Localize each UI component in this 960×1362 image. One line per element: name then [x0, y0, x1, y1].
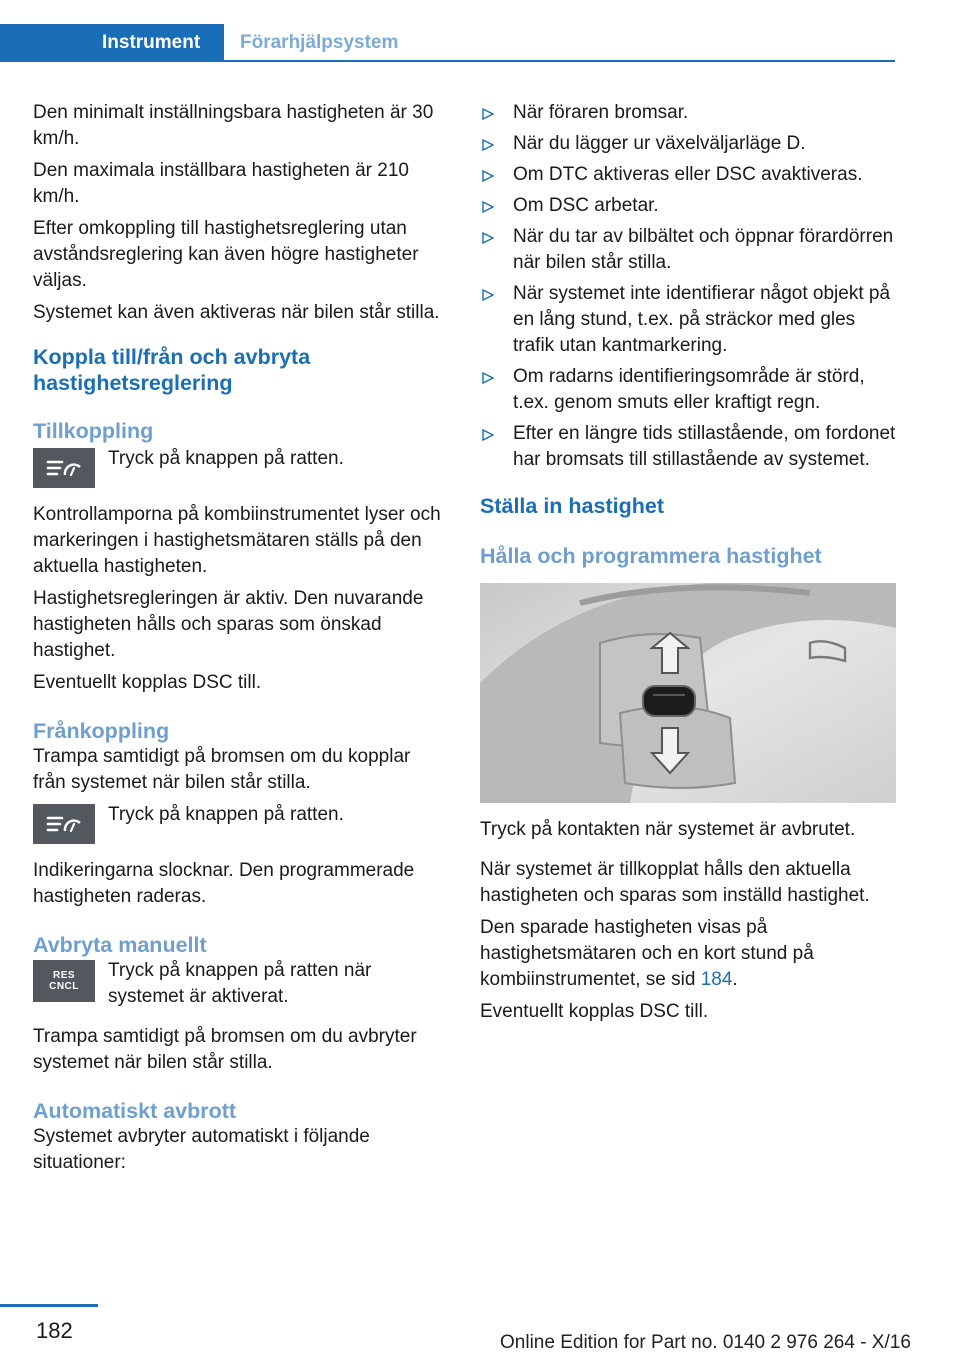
switch-off-instruction: Tryck på knappen på ratten.	[108, 804, 344, 825]
triangle-bullet-icon	[482, 232, 494, 244]
heading-set-speed: Ställa in hastighet	[480, 494, 664, 518]
list-item-text: När föraren bromsar.	[513, 102, 689, 123]
triangle-bullet-icon	[482, 429, 494, 441]
steering-wheel-rocker-photo	[480, 583, 896, 803]
list-item-text: När du lägger ur växelväljarläge D.	[513, 133, 806, 154]
paragraph-lamps-light: Kontrollamporna på kombiinstrumentet lyser och markeringen i hastighetsmätaren ställs på den aktuella hastigheten.	[33, 504, 441, 577]
list-item-text: Om DSC arbetar.	[513, 195, 659, 216]
header-tabbar	[0, 24, 895, 62]
cancel-instruction-row	[33, 958, 448, 1010]
triangle-bullet-icon	[482, 108, 494, 120]
list-item	[480, 224, 898, 276]
triangle-bullet-icon	[482, 170, 494, 182]
switch-on-instruction-row	[33, 446, 448, 488]
cruise-control-button-icon	[33, 804, 95, 844]
paragraph-auto-situations: Systemet avbryter automatiskt i följande situationer:	[33, 1126, 370, 1173]
heading-hold-program-speed: Hålla och programmera hastighet	[480, 544, 822, 568]
tab-instrument[interactable]: Instrument	[0, 24, 224, 62]
paragraph-dsc-on-right: Eventuellt kopplas DSC till.	[480, 1001, 709, 1022]
res-cncl-label: RES CNCL	[49, 970, 79, 992]
paragraph-higher-speeds: Efter omkoppling till hastighetsreglering utan avståndsreglering kan även högre hastigheter väljas.	[33, 218, 419, 291]
paragraph-brake-off: Trampa samtidigt på bromsen om du kopplar från systemet när bilen står stilla.	[33, 746, 411, 793]
heading-switch-on: Tillkoppling	[33, 419, 154, 443]
heading-switch-off: Frånkoppling	[33, 719, 170, 743]
res-cncl-button-icon	[33, 960, 95, 1002]
speed-shown-text: Den sparade hastigheten visas på hastighetsmätaren och en kort stund på kombiinstrumentet, se sid	[480, 917, 814, 990]
list-item	[480, 421, 898, 473]
list-item	[480, 193, 898, 219]
paragraph-brake-cancel: Trampa samtidigt på bromsen om du avbryter systemet när bilen står stilla.	[33, 1026, 417, 1073]
tab-forarhjalpsystem[interactable]: Förarhjälpsystem	[240, 32, 399, 53]
paragraph-standstill: Systemet kan även aktiveras när bilen står stilla.	[33, 302, 440, 323]
heading-toggle-cruise: Koppla till/från och avbryta hastighetsreglering	[33, 345, 311, 395]
list-item	[480, 281, 898, 359]
list-item	[480, 131, 898, 157]
heading-auto-cancel: Automatiskt avbrott	[33, 1099, 237, 1123]
list-item	[480, 100, 898, 126]
list-item	[480, 364, 898, 416]
paragraph-min-speed: Den minimalt inställningsbara hastigheten är 30 km/h.	[33, 102, 434, 149]
auto-cancel-list	[480, 100, 898, 473]
triangle-bullet-icon	[482, 201, 494, 213]
heading-cancel-manual: Avbryta manuellt	[33, 933, 207, 957]
paragraph-max-speed: Den maximala inställbara hastigheten är 210 km/h.	[33, 160, 409, 207]
right-column	[480, 100, 898, 1031]
triangle-bullet-icon	[482, 139, 494, 151]
triangle-bullet-icon	[482, 372, 494, 384]
list-item-text: Om DTC aktiveras eller DSC avaktiveras.	[513, 164, 863, 185]
switch-on-instruction: Tryck på knappen på ratten.	[108, 448, 344, 469]
left-column	[33, 100, 448, 1182]
paragraph-dsc-on: Eventuellt kopplas DSC till.	[33, 672, 262, 693]
list-item-text: När systemet inte identifierar något objekt på en lång stund, t.ex. på sträckor med gles trafik utan kantmarkering.	[513, 283, 891, 356]
page-number: 182	[36, 1318, 73, 1343]
triangle-bullet-icon	[482, 289, 494, 301]
cancel-instruction: Tryck på knappen på ratten när systemet är aktiverat.	[108, 960, 372, 1007]
list-item-text: Om radarns identifieringsområde är störd, t.ex. genom smuts eller kraftigt regn.	[513, 366, 865, 413]
page-reference-link[interactable]: 184	[700, 969, 733, 990]
list-item	[480, 162, 898, 188]
paragraph-active: Hastighetsregleringen är aktiv. Den nuvarande hastigheten hålls och sparas som önskad hastighet.	[33, 588, 424, 661]
cruise-control-button-icon	[33, 448, 95, 488]
list-item-text: Efter en längre tids stillastående, om fordonet har bromsats till stillastående av systemet.	[513, 423, 896, 470]
paragraph-speed-held: När systemet är tillkopplat hålls den aktuella hastigheten och sparas som inställd hastighet.	[480, 859, 870, 906]
switch-off-instruction-row	[33, 802, 448, 844]
edition-note: Online Edition for Part no. 0140 2 976 264 - X/16	[500, 1332, 911, 1353]
list-item-text: När du tar av bilbältet och öppnar förardörren när bilen står stilla.	[513, 226, 894, 273]
footer-rule	[0, 1304, 98, 1307]
paragraph-speed-shown	[480, 915, 898, 993]
paragraph-press-switch: Tryck på kontakten när systemet är avbrutet.	[480, 819, 856, 840]
speed-shown-period: .	[732, 969, 738, 990]
paragraph-indicators-off: Indikeringarna slocknar. Den programmerade hastigheten raderas.	[33, 860, 415, 907]
